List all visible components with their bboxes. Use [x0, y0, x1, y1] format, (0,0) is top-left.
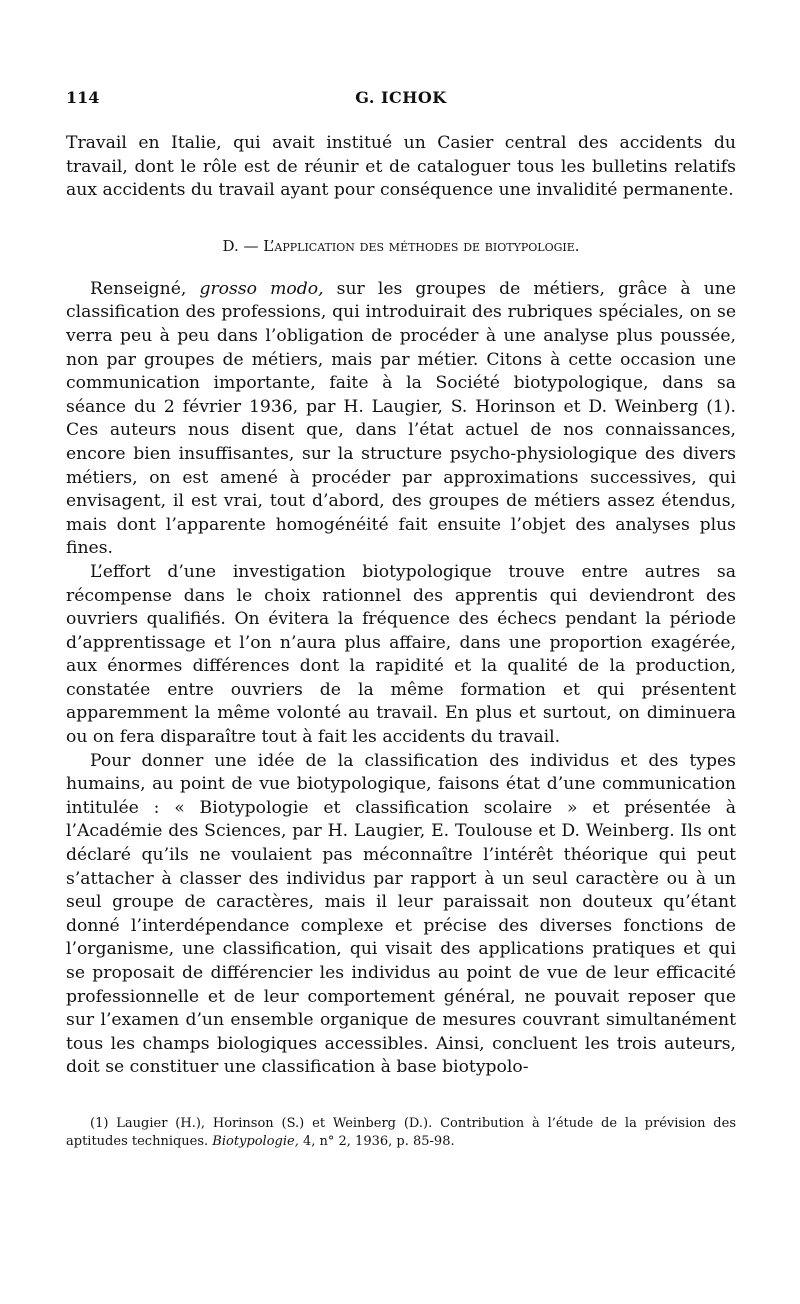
book-page — [66, 88, 736, 1151]
paragraph-renseigne-italic: grosso modo, — [199, 278, 324, 299]
paragraph-effort: L’effort d’une investigation biotypologique trouve entre autres sa récompense dans le choix rationnel des apprentis qui deviendront des ouvriers qualifiés. On évitera la fréquence des échecs pendant la période d’apprentissage et l’on n’aura plus affaire, dans une proportion exagérée, aux énormes différences dont la rapidité et la qualité de la production, constatée entre ouvriers de la même formation et qui présentent apparemment la même volonté au travail. En plus et surtout, on diminuera ou on fera disparaître tout à fait les accidents du travail. — [66, 561, 736, 748]
paragraph-classification: Pour donner une idée de la classification des individus et des types humains, au point de vue biotypologique, faisons état d’une communication intitulée : « Biotypologie et classification scolaire » et présentée à l’Académie des Sciences, par H. Laugier, E. Toulouse et D. Weinberg. Ils ont déclaré qu’ils ne voulaient pas méconnaître l’intérêt théorique qui peut s’attacher à classer des individus par rapport à un seul caractère ou à un seul groupe de caractères, mais il leur paraissait non douteux qu’étant donné l’interdépendance complexe et précise des diverses fonctions de l’organisme, une classification, qui visait des applications pratiques et qui se proposait de différencier les individus au point de vue de leur efficacité professionnelle et de leur comportement général, ne pouvait reposer que sur l’examen d’un ensemble organique de mesures couvrant simultanément tous les champs biologiques accessibles. Ainsi, concluent les trois auteurs, doit se constituer une classification à base biotypolo- — [66, 750, 736, 1078]
footnote-1-start: (1) Laugier (H.), Horinson (S.) et Weinberg (D.). Contribution à l’étude de la prévision des aptitudes techniques. — [66, 1115, 736, 1149]
footnotes — [66, 1115, 736, 1151]
paragraph-continuation: Travail en Italie, qui avait institué un Casier central des accidents du travail, dont le rôle est de réunir et de cataloguer tous les bulletins relatifs aux accidents du travail ayant pour conséquence une invalidité permanente. — [66, 133, 736, 201]
paragraph-renseigne-rest: sur les groupes de métiers, grâce à une classification des professions, qui introduirait des rubriques spéciales, on se verra peu à peu dans l’obligation de procéder à une analyse plus poussée, non par groupes de métiers, mais par métier. Citons à cette occasion une communication importante, faite à la Société biotypologique, dans sa séance du 2 février 1936, par H. Laugier, S. Horinson et D. Weinberg (1). Ces auteurs nous disent que, dans l’état actuel de nos connaissances, encore bien insuffisantes, sur la structure psycho-physiologique des divers métiers, on est amené à procéder par approximations successives, qui envisagent, il est vrai, tout d’abord, des groupes de métiers assez étendus, mais dont l’apparente homogénéité fait ensuite l’objet des analyses plus fines. — [66, 278, 736, 559]
section-letter: D. — — [222, 236, 259, 255]
footnote-1-journal: Biotypologie, — [212, 1133, 299, 1149]
section-title: L’application des méthodes de biotypologie. — [263, 236, 580, 255]
footnote-1 — [66, 1115, 736, 1151]
paragraph-renseigne-start: Renseigné, — [90, 278, 200, 299]
section-heading — [66, 236, 736, 256]
running-head — [66, 88, 736, 116]
running-title: G. ICHOK — [355, 88, 447, 107]
page-number: 114 — [66, 88, 100, 107]
paragraph-renseigne — [66, 278, 736, 561]
footnote-1-rest: 4, n° 2, 1936, p. 85-98. — [298, 1133, 455, 1149]
body-text — [66, 132, 736, 1080]
